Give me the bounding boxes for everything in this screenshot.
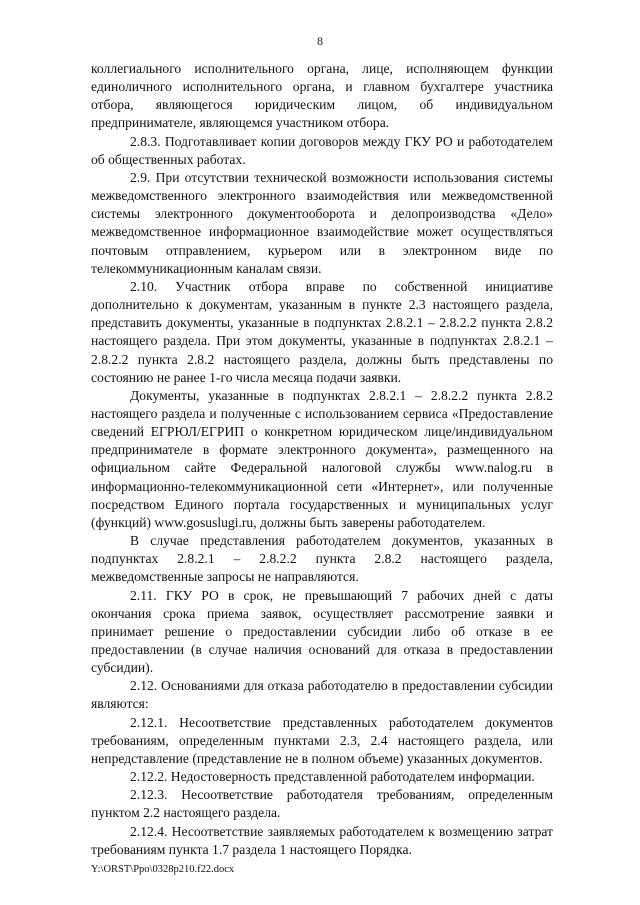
paragraph-2-12-2: 2.12.2. Недостоверность представленной работодателем информации. [130, 769, 535, 785]
paragraph-continuation: коллегиального исполнительного органа, лице, исполняющем функции единоличного исполнительного органа, и главном бухгалтере участника отбора, являющегося юридическим лицом, об индивидуальном предпринимателе, являющемся участником отбора. [91, 61, 553, 131]
paragraph-2-11: 2.11. ГКУ РО в срок, не превышающий 7 рабочих дней с даты окончания срока приема заявок, осуществляет рассмотрение заявки и принимает решение о предоставлении субсидии либо об отказе в ее предоставлении (в случае наличия оснований для отказа в предоставлении субсидии). [91, 587, 553, 676]
paragraph-2-12-4: 2.12.4. Несоответствие заявляемых работодателем к возмещению затрат требованиям пункта 1.7 раздела 1 настоящего Порядка. [91, 823, 553, 857]
paragraph-2-8-3: 2.8.3. Подготавливает копии договоров между ГКУ РО и работодателем об общественных работах. [91, 133, 553, 167]
paragraph-2-12: 2.12. Основаниями для отказа работодателю в предоставлении субсидии являются: [91, 678, 553, 712]
paragraph-documents-egrul: Документы, указанные в подпунктах 2.8.2.1 – 2.8.2.2 пункта 2.8.2 настоящего раздела и полученные с использованием сервиса «Предоставление сведений ЕГРЮЛ/ЕГРИП о конкретном юридическом лице/индивидуальном предпринимателе в формате электронного документа», размещенного на официальном сайте Федеральной налоговой службы www.nalog.ru в информационно-телекоммуникационной сети «Интернет», или полученные посредством Единого портала государственных и муниципальных услуг (функций) www.gosuslugi.ru, должны быть заверены работодателем. [91, 387, 553, 530]
paragraph-2-12-1: 2.12.1. Несоответствие представленных работодателем документов требованиям, определенным пунктами 2.3, 2.4 настоящего раздела, или непредставление (представление не в полном объеме) указанных документов. [91, 714, 553, 766]
paragraph-no-interdepartmental-requests: В случае представления работодателем документов, указанных в подпунктах 2.8.2.1 – 2.8.2.2 пункта 2.8.2 настоящего раздела, межведомственные запросы не направляются. [91, 533, 553, 585]
page-number: 8 [317, 34, 323, 48]
document-body [91, 60, 553, 859]
paragraph-2-12-3: 2.12.3. Несоответствие работодателя требованиям, определенным пунктом 2.2 настоящего раздела. [91, 787, 553, 821]
paragraph-2-10: 2.10. Участник отбора вправе по собственной инициативе дополнительно к документам, указанным в пункте 2.3 настоящего раздела, представить документы, указанные в подпунктах 2.8.2.1 – 2.8.2.2 пункта 2.8.2 настоящего раздела. При этом документы, указанные в подпунктах 2.8.2.1 – 2.8.2.2 пункта 2.8.2 настоящего раздела, должны быть представлены по состоянию не ранее 1-го числа месяца подачи заявки. [91, 278, 553, 385]
footer-file-path: Y:\ORST\Ppo\0328p210.f22.docx [91, 864, 235, 875]
paragraph-2-9: 2.9. При отсутствии технической возможности использования системы межведомственного электронного взаимодействия или межведомственной системы электронного документооборота и делопроизводства «Дело» межведомственное информационное взаимодействие может осуществляться почтовым отправлением, курьером или в электронном виде по телекоммуникационным каналам связи. [91, 169, 553, 276]
